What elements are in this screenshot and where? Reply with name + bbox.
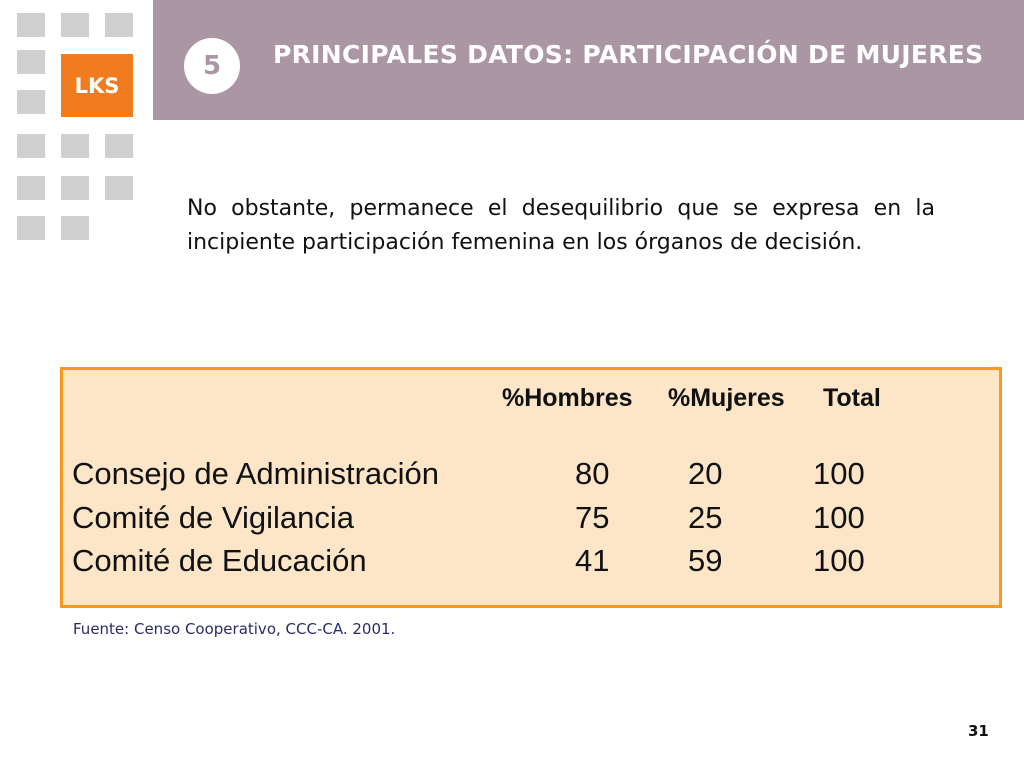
decor-square <box>17 216 45 240</box>
cell-mujeres: 59 <box>688 543 723 578</box>
cell-hombres: 80 <box>575 456 610 491</box>
decor-square <box>17 134 45 158</box>
column-header-hombres: %Hombres <box>502 384 633 412</box>
lks-logo: LKS <box>61 54 133 117</box>
intro-paragraph: No obstante, permanece el desequilibrio que se expresa en la incipiente participación femenina en los órganos de decisión. <box>187 196 935 255</box>
column-header-mujeres: %Mujeres <box>668 384 785 412</box>
decor-square <box>17 13 45 37</box>
row-label: Comité de Educación <box>72 543 367 578</box>
page-number: 31 <box>968 722 989 740</box>
decor-square <box>17 50 45 74</box>
decor-square <box>17 176 45 200</box>
row-label: Comité de Vigilancia <box>72 500 355 535</box>
slide-title: PRINCIPALES DATOS: PARTICIPACIÓN DE MUJERES <box>273 40 984 69</box>
decor-square <box>105 134 133 158</box>
decor-square <box>105 13 133 37</box>
table-row <box>63 500 999 544</box>
cell-total: 100 <box>813 543 865 578</box>
row-label: Consejo de Administración <box>72 456 440 491</box>
cell-mujeres: 20 <box>688 456 723 491</box>
source-note: Fuente: Censo Cooperativo, CCC-CA. 2001. <box>73 620 396 638</box>
column-header-total: Total <box>823 384 881 412</box>
participation-table <box>60 367 1002 608</box>
table-row <box>63 456 999 500</box>
decor-square <box>17 90 45 114</box>
cell-mujeres: 25 <box>688 500 723 535</box>
cell-hombres: 41 <box>575 543 610 578</box>
decor-square <box>61 13 89 37</box>
cell-total: 100 <box>813 500 865 535</box>
section-number-badge: 5 <box>184 38 240 94</box>
decor-square <box>61 216 89 240</box>
cell-total: 100 <box>813 456 865 491</box>
table-row <box>63 543 999 587</box>
decor-square <box>105 176 133 200</box>
decor-square <box>61 134 89 158</box>
decor-square <box>61 176 89 200</box>
cell-hombres: 75 <box>575 500 610 535</box>
